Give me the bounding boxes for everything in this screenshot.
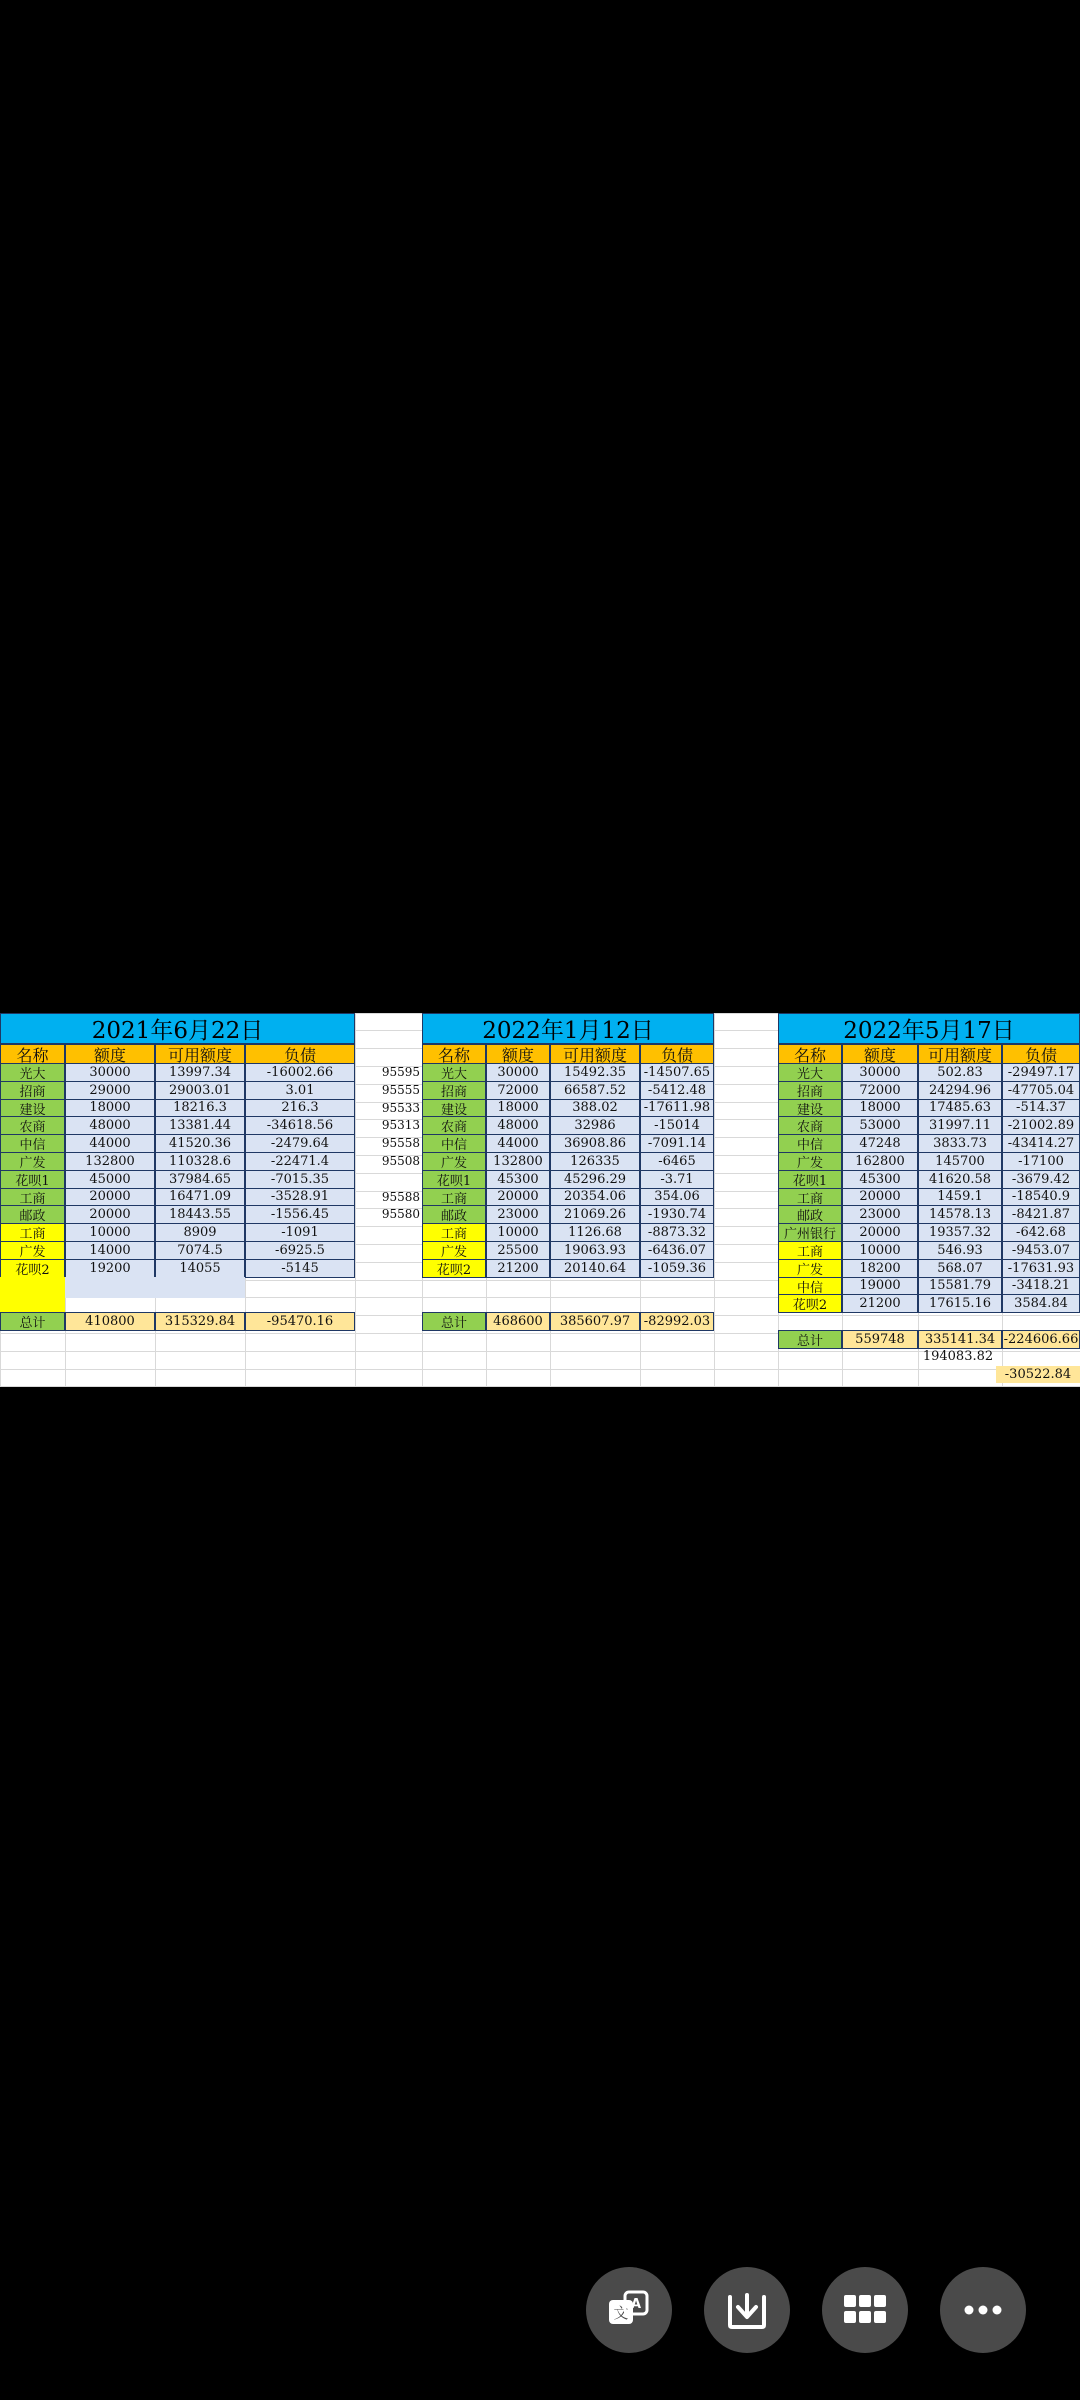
available-cell[interactable]: 388.02 [550, 1099, 640, 1118]
limit-cell[interactable]: 20000 [65, 1188, 155, 1207]
debt-cell[interactable]: -3418.21 [1002, 1277, 1080, 1296]
debt-cell[interactable]: -15014 [640, 1116, 714, 1135]
debt-cell[interactable]: -6436.07 [640, 1241, 714, 1260]
limit-cell[interactable]: 47248 [842, 1134, 918, 1153]
debt-cell[interactable]: -3.71 [640, 1170, 714, 1189]
debt-cell[interactable]: 354.06 [640, 1188, 714, 1207]
grid-icon [842, 2287, 888, 2333]
account-name-cell[interactable]: 广发 [778, 1152, 842, 1171]
debt-cell[interactable]: -642.68 [1002, 1223, 1080, 1242]
available-cell[interactable]: 17615.16 [918, 1294, 1002, 1313]
column-header: 负债 [1002, 1044, 1080, 1064]
account-name-cell[interactable]: 邮政 [778, 1205, 842, 1224]
limit-cell[interactable]: 19000 [842, 1277, 918, 1296]
available-cell[interactable]: 13997.34 [155, 1063, 245, 1082]
total-debt: -82992.03 [640, 1312, 714, 1331]
limit-cell[interactable]: 44000 [65, 1134, 155, 1153]
debt-cell[interactable]: -17611.98 [640, 1099, 714, 1118]
available-cell[interactable]: 126335 [550, 1152, 640, 1171]
limit-cell[interactable]: 30000 [65, 1063, 155, 1082]
limit-cell[interactable]: 10000 [65, 1223, 155, 1242]
account-name-cell[interactable]: 工商 [778, 1188, 842, 1207]
debt-cell[interactable]: -16002.66 [245, 1063, 355, 1082]
limit-cell[interactable]: 45300 [842, 1170, 918, 1189]
apps-button[interactable] [822, 2267, 908, 2353]
debt-cell[interactable]: -7015.35 [245, 1170, 355, 1189]
available-cell[interactable]: 36908.86 [550, 1134, 640, 1153]
table-title: 2021年6月22日 [0, 1013, 355, 1044]
limit-cell[interactable]: 45300 [486, 1170, 550, 1189]
svg-text:文: 文 [613, 2304, 629, 2322]
debt-cell[interactable]: -22471.4 [245, 1152, 355, 1171]
account-name-cell[interactable]: 花呗1 [422, 1170, 486, 1189]
account-name-cell[interactable]: 广发 [0, 1152, 65, 1171]
debt-cell[interactable]: -8421.87 [1002, 1205, 1080, 1224]
account-name-cell[interactable]: 工商 [422, 1223, 486, 1242]
translate-icon [605, 2286, 653, 2334]
account-name-cell[interactable]: 花呗2 [778, 1294, 842, 1313]
available-cell[interactable]: 502.83 [918, 1063, 1002, 1082]
limit-cell[interactable]: 20000 [486, 1188, 550, 1207]
debt-cell[interactable]: -5145 [245, 1259, 355, 1278]
column-header: 额度 [842, 1044, 918, 1064]
limit-cell[interactable]: 162800 [842, 1152, 918, 1171]
available-cell[interactable]: 29003.01 [155, 1081, 245, 1100]
available-cell[interactable]: 1459.1 [918, 1188, 1002, 1207]
limit-cell[interactable]: 18000 [65, 1099, 155, 1118]
total-available: 315329.84 [155, 1312, 245, 1331]
limit-cell[interactable]: 48000 [65, 1116, 155, 1135]
bank-code: 95558 [381, 1136, 420, 1151]
column-header: 额度 [65, 1044, 155, 1064]
more-button[interactable] [940, 2267, 1026, 2353]
account-name-cell[interactable]: 广州银行 [778, 1223, 842, 1242]
debt-cell[interactable]: 216.3 [245, 1099, 355, 1118]
account-name-cell[interactable]: 中信 [778, 1134, 842, 1153]
account-name-cell[interactable]: 工商 [778, 1241, 842, 1260]
limit-cell[interactable]: 10000 [486, 1223, 550, 1242]
column-header: 名称 [778, 1044, 842, 1064]
highlight-block [65, 1277, 245, 1298]
account-name-cell[interactable]: 工商 [0, 1223, 65, 1242]
debt-cell[interactable]: -14507.65 [640, 1063, 714, 1082]
limit-cell[interactable]: 20000 [65, 1205, 155, 1224]
column-header: 额度 [486, 1044, 550, 1064]
available-cell[interactable]: 14578.13 [918, 1205, 1002, 1224]
extra-value: -30522.84 [996, 1366, 1080, 1384]
available-cell[interactable]: 20140.64 [550, 1259, 640, 1278]
spreadsheet-image [0, 1013, 1080, 1387]
debt-cell[interactable]: -8873.32 [640, 1223, 714, 1242]
extra-value: 194083.82 [922, 1349, 994, 1365]
account-name-cell[interactable]: 广发 [778, 1259, 842, 1278]
total-available: 385607.97 [550, 1312, 640, 1331]
available-cell[interactable]: 20354.06 [550, 1188, 640, 1207]
available-cell[interactable]: 110328.6 [155, 1152, 245, 1171]
available-cell[interactable]: 37984.65 [155, 1170, 245, 1189]
available-cell[interactable]: 15492.35 [550, 1063, 640, 1082]
available-cell[interactable]: 19063.93 [550, 1241, 640, 1260]
limit-cell[interactable]: 23000 [842, 1205, 918, 1224]
bank-code: 95508 [381, 1154, 420, 1168]
bank-code: 95555 [381, 1082, 420, 1097]
available-cell[interactable]: 3833.73 [918, 1134, 1002, 1153]
debt-cell[interactable]: -6925.5 [245, 1241, 355, 1260]
available-cell[interactable]: 15581.79 [918, 1277, 1002, 1296]
limit-cell[interactable]: 19200 [65, 1259, 155, 1278]
limit-cell[interactable]: 20000 [842, 1188, 918, 1207]
account-name-cell[interactable]: 花呗1 [0, 1170, 65, 1189]
available-cell[interactable]: 1126.68 [550, 1223, 640, 1242]
available-cell[interactable]: 16471.09 [155, 1188, 245, 1207]
limit-cell[interactable]: 18000 [842, 1099, 918, 1118]
limit-cell[interactable]: 72000 [486, 1081, 550, 1100]
debt-cell[interactable]: -6465 [640, 1152, 714, 1171]
account-name-cell[interactable]: 招商 [778, 1081, 842, 1100]
total-label: 总计 [778, 1330, 842, 1349]
debt-cell[interactable]: -1930.74 [640, 1205, 714, 1224]
more-icon [960, 2287, 1006, 2333]
limit-cell[interactable]: 132800 [65, 1152, 155, 1171]
account-name-cell[interactable]: 农商 [0, 1116, 65, 1135]
available-cell[interactable]: 66587.52 [550, 1081, 640, 1100]
debt-cell[interactable]: -3528.91 [245, 1188, 355, 1207]
available-cell[interactable]: 568.07 [918, 1259, 1002, 1278]
account-name-cell[interactable]: 工商 [422, 1188, 486, 1207]
account-name-cell[interactable]: 工商 [0, 1188, 65, 1207]
total-debt: -224606.66 [1003, 1331, 1079, 1347]
debt-cell[interactable]: -29497.17 [1002, 1063, 1080, 1082]
debt-cell[interactable]: -1059.36 [640, 1259, 714, 1278]
account-name-cell[interactable]: 建设 [0, 1099, 65, 1118]
bank-code: 95533 [381, 1100, 420, 1115]
debt-cell[interactable]: -7091.14 [640, 1134, 714, 1153]
gridline [355, 1013, 356, 1387]
available-cell[interactable]: 24294.96 [918, 1081, 1002, 1100]
bank-code: 95588 [381, 1189, 420, 1204]
limit-cell[interactable]: 18200 [842, 1259, 918, 1278]
total-label: 总计 [0, 1312, 65, 1331]
limit-cell[interactable]: 23000 [486, 1205, 550, 1224]
debt-cell[interactable]: -514.37 [1002, 1099, 1080, 1118]
available-cell[interactable]: 8909 [155, 1223, 245, 1242]
total-label: 总计 [422, 1312, 486, 1331]
debt-cell[interactable]: -3679.42 [1002, 1170, 1080, 1189]
column-header: 可用额度 [155, 1044, 245, 1064]
account-name-cell[interactable]: 光大 [778, 1063, 842, 1082]
limit-cell[interactable]: 48000 [486, 1116, 550, 1135]
available-cell[interactable]: 18216.3 [155, 1099, 245, 1118]
account-name-cell[interactable]: 花呗2 [0, 1259, 65, 1278]
account-name-cell[interactable]: 建设 [778, 1099, 842, 1118]
debt-cell[interactable]: -17631.93 [1002, 1259, 1080, 1278]
column-header: 名称 [422, 1044, 486, 1064]
table-title: 2022年5月17日 [778, 1013, 1080, 1044]
limit-cell[interactable]: 21200 [486, 1259, 550, 1278]
debt-cell[interactable]: -43414.27 [1002, 1134, 1080, 1153]
available-cell[interactable]: 45296.29 [550, 1170, 640, 1189]
total-debt: -95470.16 [245, 1312, 355, 1331]
debt-cell[interactable]: 3584.84 [1002, 1294, 1080, 1313]
account-name-cell[interactable]: 农商 [422, 1116, 486, 1135]
account-name-cell[interactable]: 中信 [422, 1134, 486, 1153]
column-header: 可用额度 [918, 1044, 1002, 1064]
debt-cell[interactable]: 3.01 [245, 1081, 355, 1100]
available-cell[interactable]: 7074.5 [155, 1241, 245, 1260]
available-cell[interactable]: 41520.36 [155, 1134, 245, 1153]
available-cell[interactable]: 17485.63 [918, 1099, 1002, 1118]
available-cell[interactable]: 31997.11 [918, 1116, 1002, 1135]
available-cell[interactable]: 19357.32 [918, 1223, 1002, 1242]
limit-cell[interactable]: 72000 [842, 1081, 918, 1100]
debt-cell[interactable]: -5412.48 [640, 1081, 714, 1100]
limit-cell[interactable]: 25500 [486, 1241, 550, 1260]
available-cell[interactable]: 145700 [918, 1152, 1002, 1171]
account-name-cell[interactable]: 广发 [422, 1241, 486, 1260]
limit-cell[interactable]: 14000 [65, 1241, 155, 1260]
limit-cell[interactable]: 29000 [65, 1081, 155, 1100]
bank-code: 95313 [381, 1118, 420, 1133]
column-header: 可用额度 [550, 1044, 640, 1064]
limit-cell[interactable]: 18000 [486, 1099, 550, 1118]
account-name-cell[interactable]: 招商 [0, 1081, 65, 1100]
account-name-cell[interactable]: 农商 [778, 1116, 842, 1135]
download-button[interactable] [704, 2267, 790, 2353]
limit-cell[interactable]: 30000 [842, 1063, 918, 1082]
account-name-cell[interactable]: 花呗1 [778, 1170, 842, 1189]
limit-cell[interactable]: 21200 [842, 1294, 918, 1313]
column-header: 名称 [0, 1044, 65, 1064]
total-limit: 559748 [842, 1330, 918, 1349]
limit-cell[interactable]: 53000 [842, 1116, 918, 1135]
available-cell[interactable]: 14055 [155, 1259, 245, 1278]
available-cell[interactable]: 546.93 [918, 1241, 1002, 1260]
debt-cell[interactable]: -18540.9 [1002, 1188, 1080, 1207]
debt-cell[interactable]: -9453.07 [1002, 1241, 1080, 1260]
debt-cell[interactable]: -1091 [245, 1223, 355, 1242]
account-name-cell[interactable]: 花呗2 [422, 1259, 486, 1278]
debt-cell[interactable]: -2479.64 [245, 1134, 355, 1153]
total-limit: 410800 [65, 1312, 155, 1331]
limit-cell[interactable]: 45000 [65, 1170, 155, 1189]
limit-cell[interactable]: 44000 [486, 1134, 550, 1153]
limit-cell[interactable]: 30000 [486, 1063, 550, 1082]
column-header: 负债 [640, 1044, 714, 1064]
debt-cell[interactable]: -47705.04 [1002, 1081, 1080, 1100]
account-name-cell[interactable]: 光大 [422, 1063, 486, 1082]
account-name-cell[interactable]: 中信 [0, 1134, 65, 1153]
gridline [714, 1013, 715, 1387]
svg-text:A: A [630, 2297, 642, 2312]
debt-cell[interactable]: -34618.56 [245, 1116, 355, 1135]
bank-code: 95595 [381, 1065, 420, 1079]
limit-cell[interactable]: 10000 [842, 1241, 918, 1260]
account-name-cell[interactable]: 广发 [0, 1241, 65, 1260]
debt-cell[interactable]: -21002.89 [1002, 1116, 1080, 1135]
available-cell[interactable]: 41620.58 [918, 1170, 1002, 1189]
account-name-cell[interactable]: 广发 [422, 1152, 486, 1171]
debt-cell[interactable]: -1556.45 [245, 1205, 355, 1224]
debt-cell[interactable]: -17100 [1002, 1152, 1080, 1171]
limit-cell[interactable]: 132800 [486, 1152, 550, 1171]
limit-cell[interactable]: 20000 [842, 1223, 918, 1242]
account-name-cell[interactable]: 邮政 [422, 1205, 486, 1224]
bank-code: 95580 [381, 1207, 420, 1222]
total-available: 335141.34 [918, 1330, 1002, 1349]
account-name-cell[interactable]: 中信 [778, 1277, 842, 1296]
translate-button[interactable] [586, 2267, 672, 2353]
highlight-block [0, 1277, 65, 1313]
available-cell[interactable]: 13381.44 [155, 1116, 245, 1135]
table-title: 2022年1月12日 [422, 1013, 714, 1044]
account-name-cell[interactable]: 建设 [422, 1099, 486, 1118]
total-limit: 468600 [486, 1312, 550, 1331]
available-cell[interactable]: 21069.26 [550, 1205, 640, 1224]
column-header: 负债 [245, 1044, 355, 1064]
available-cell[interactable]: 32986 [550, 1116, 640, 1135]
available-cell[interactable]: 18443.55 [155, 1205, 245, 1224]
download-icon [724, 2287, 770, 2333]
account-name-cell[interactable]: 邮政 [0, 1205, 65, 1224]
account-name-cell[interactable]: 光大 [0, 1063, 65, 1082]
account-name-cell[interactable]: 招商 [422, 1081, 486, 1100]
